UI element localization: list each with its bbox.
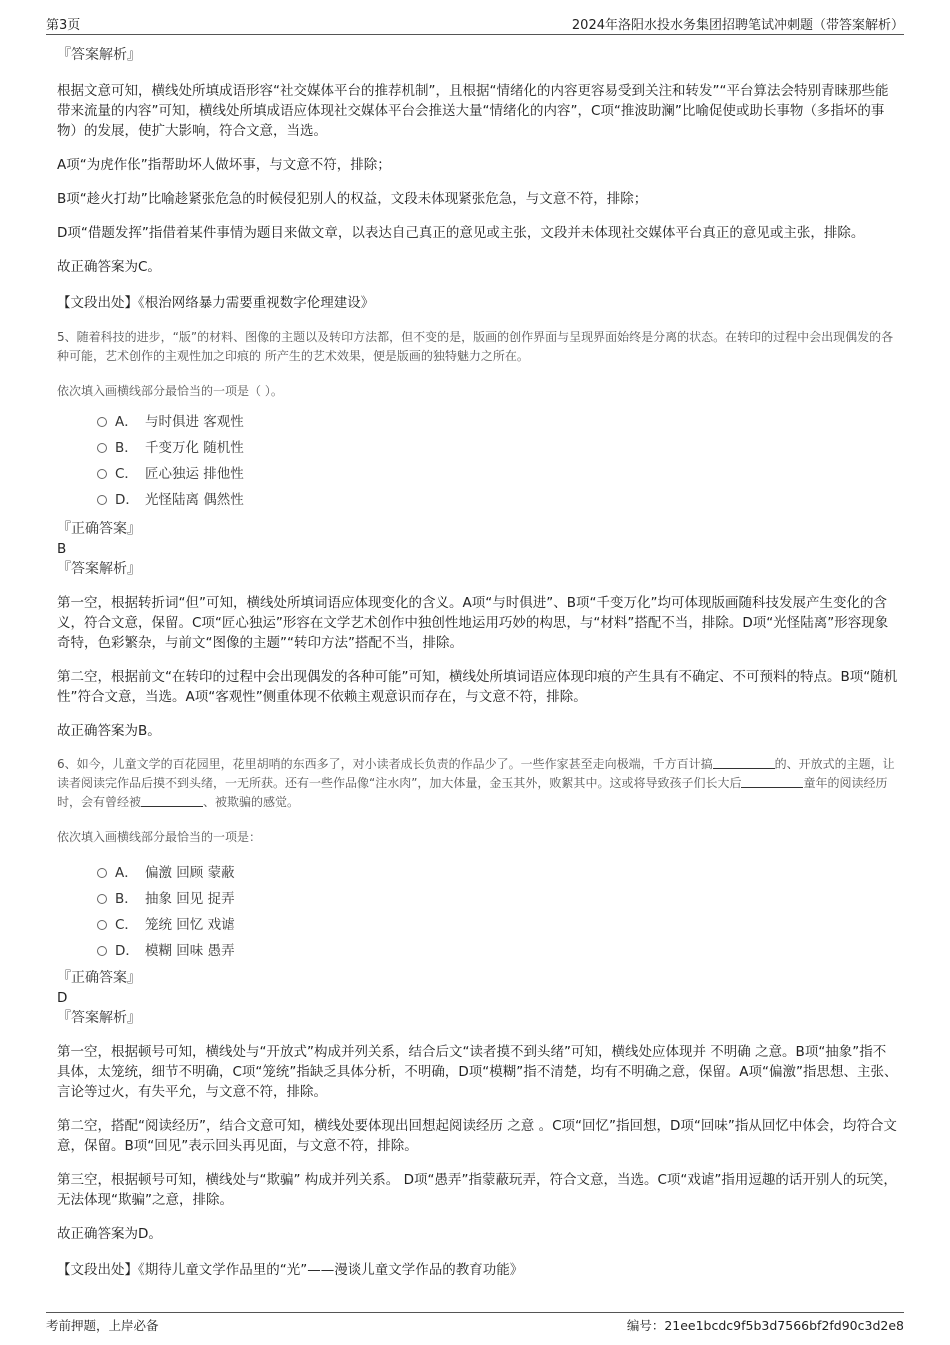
q6-options <box>57 860 899 964</box>
q5-option-c[interactable]: C． 匠心独运 排他性 <box>97 461 899 487</box>
radio-icon[interactable] <box>97 946 107 956</box>
blank-line <box>141 794 203 807</box>
radio-icon[interactable] <box>97 443 107 453</box>
blank-line <box>713 756 775 769</box>
q6-option-d[interactable]: D． 模糊 回味 愚弄 <box>97 938 899 964</box>
q6-option-a[interactable]: A． 偏激 回顾 蒙蔽 <box>97 860 899 886</box>
q6-analysis-label: 『答案解析』 <box>57 1010 141 1026</box>
q5-answer-label: 『正确答案』 <box>57 521 141 537</box>
q6-option-c[interactable]: C． 笼统 回忆 戏谑 <box>97 912 899 938</box>
q4-conclusion: 故正确答案为C。 <box>57 259 161 275</box>
radio-icon[interactable] <box>97 894 107 904</box>
q6-analysis-p2: 第二空，搭配“阅读经历”，结合文意可知，横线处要体现出回想起阅读经历 之意 。C项“回忆”指回想，D项“回味”指从回忆中体会，均符合文意，保留。B项“回见”表示回头再见面，与文意不符，排除。 <box>57 1118 897 1154</box>
q5-options <box>57 409 899 513</box>
q4-analysis-p4: D项“借题发挥”指借着某件事情为题目来做文章，以表达自己真正的意见或主张，文段并未体现社交媒体平台真正的意见或主张，排除。 <box>57 225 865 241</box>
page-header <box>46 14 904 35</box>
q4-analysis-p1: 根据文意可知，横线处所填成语形容“社交媒体平台的推荐机制”，且根据“情绪化的内容更容易受到关注和转发”“平台算法会特别青睐那些能带来流量的内容”可知，横线处所填成语应体现社交媒体平台会推送大量“情绪化的内容”，C项“推波助澜”比喻促使或助长事物（多指坏的事物）的发展，使扩大影响，符合文意，当选。 <box>57 83 889 139</box>
radio-icon[interactable] <box>97 495 107 505</box>
q5-conclusion: 故正确答案为B。 <box>57 723 161 739</box>
q6-option-b[interactable]: B． 抽象 回见 捉弄 <box>97 886 899 912</box>
page-number: 第3页 <box>46 18 81 33</box>
radio-icon[interactable] <box>97 920 107 930</box>
q5-analysis-label: 『答案解析』 <box>57 561 141 577</box>
q4-analysis-p3: B项“趁火打劫”比喻趁紧张危急的时候侵犯别人的权益，文段未体现紧张危急，与文意不符，排除； <box>57 191 648 207</box>
q5-answer: B <box>57 541 67 557</box>
q5-stem: 5、随着科技的进步，“版”的材料、图像的主题以及转印方法都，但不变的是，版画的创作界面与呈现界面始终是分离的状态。在转印的过程中会出现偶发的各种可能，艺术创作的主观性加之印痕的 所产生的艺术效果，便是版画的独特魅力之所在。 <box>57 330 894 363</box>
q6-stem: 6、如今，儿童文学的百花园里，花里胡哨的东西多了，对小读者成长负责的作品少了。一些作家甚至走向极端，千方百计搞 的、开放式的主题，让读者阅读完作品后摸不到头绪，一无所获。还有一些作品像“注水肉”，加大体量，金玉其外，败絮其中。这或将导致孩子们长大后 童年的阅读经历时，会有曾经被 、被欺骗的感觉。 <box>57 757 895 809</box>
q5-option-b[interactable]: B． 千变万化 随机性 <box>97 435 899 461</box>
q4-source: 【文段出处】《根治网络暴力需要重视数字伦理建设》 <box>57 295 375 311</box>
radio-icon[interactable] <box>97 417 107 427</box>
q6-source: 【文段出处】《期待儿童文学作品里的“光”——漫谈儿童文学作品的教育功能》 <box>57 1262 524 1278</box>
q6-answer-label: 『正确答案』 <box>57 970 141 986</box>
radio-icon[interactable] <box>97 469 107 479</box>
q5-analysis-p1: 第一空，根据转折词“但”可知，横线处所填词语应体现变化的含义。A项“与时俱进”、B项“千变万化”均可体现版画随科技发展产生变化的含义，符合文意，保留。C项“匠心独运”形容在文学艺术创作中独创性地运用巧妙的构思，与“材料”搭配不当，排除。D项“光怪陆离”形容现象奇特，色彩繁杂，与前文“图像的主题”“转印方法”搭配不当，排除。 <box>57 595 889 651</box>
q6-analysis-p3: 第三空，根据顿号可知，横线处与“欺骗” 构成并列关系。 D项“愚弄”指蒙蔽玩弄，符合文意，当选。C项“戏谑”指用逗趣的话开别人的玩笑，无法体现“欺骗”之意，排除。 <box>57 1172 897 1208</box>
blank-line <box>741 775 803 788</box>
document-body <box>57 44 899 1280</box>
q6-prompt: 依次填入画横线部分最恰当的一项是： <box>57 830 262 844</box>
document-title: 2024年洛阳水投水务集团招聘笔试冲刺题（带答案解析） <box>571 18 904 33</box>
radio-icon[interactable] <box>97 868 107 878</box>
q4-analysis-label: 『答案解析』 <box>57 47 141 63</box>
footer-slogan: 考前押题，上岸必备 <box>46 1318 159 1333</box>
q6-conclusion: 故正确答案为D。 <box>57 1226 162 1242</box>
q6-answer: D <box>57 990 68 1006</box>
document-id: 编号：21ee1bcdc9f5b3d7566bf2fd90c3d2e8 <box>626 1318 904 1333</box>
q5-option-d[interactable]: D． 光怪陆离 偶然性 <box>97 487 899 513</box>
q5-option-a[interactable]: A． 与时俱进 客观性 <box>97 409 899 435</box>
q5-analysis-p2: 第二空，根据前文“在转印的过程中会出现偶发的各种可能”可知，横线处所填词语应体现印痕的产生具有不确定、不可预料的特点。B项“随机性”符合文意，当选。A项“客观性”侧重体现不依赖主观意识而存在，与文意不符，排除。 <box>57 669 898 705</box>
q5-prompt: 依次填入画横线部分最恰当的一项是（ ）。 <box>57 384 283 398</box>
q4-analysis-p2: A项“为虎作伥”指帮助坏人做坏事，与文意不符，排除； <box>57 157 391 173</box>
q6-analysis-p1: 第一空，根据顿号可知，横线处与“开放式”构成并列关系，结合后文“读者摸不到头绪”可知，横线处应体现并 不明确 之意。B项“抽象”指不具体，太笼统，细节不明确，C项“笼统”指缺乏具体分析，不明确，D项“模糊”指不清楚，均有不明确之意，保留。A项“偏激”指思想、主张、言论等过火，有失平允，与文意不符，排除。 <box>57 1044 898 1100</box>
page-footer <box>46 1312 904 1335</box>
